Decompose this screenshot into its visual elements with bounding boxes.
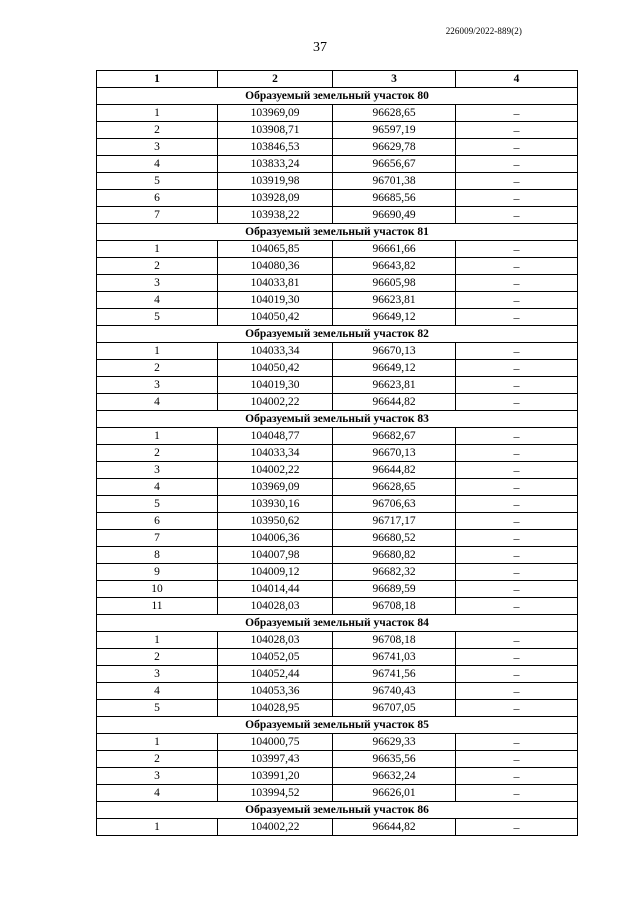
y-coordinate-cell: 96682,67: [333, 428, 456, 445]
error-cell: –: [456, 768, 578, 785]
section-header-row: [97, 224, 578, 241]
table-body: [97, 88, 578, 836]
section-header-row: [97, 615, 578, 632]
error-cell: –: [456, 122, 578, 139]
y-coordinate-cell: 96629,78: [333, 139, 456, 156]
section-title: Образуемый земельный участок 85: [97, 717, 578, 734]
point-number-cell: 2: [97, 751, 218, 768]
point-number-cell: 3: [97, 462, 218, 479]
x-coordinate-cell: 103928,09: [218, 190, 333, 207]
error-cell: –: [456, 173, 578, 190]
error-cell: –: [456, 258, 578, 275]
x-coordinate-cell: 104028,03: [218, 598, 333, 615]
point-number-cell: 8: [97, 547, 218, 564]
point-number-cell: 1: [97, 343, 218, 360]
point-number-cell: 2: [97, 649, 218, 666]
y-coordinate-cell: 96661,66: [333, 241, 456, 258]
x-coordinate-cell: 104052,44: [218, 666, 333, 683]
x-coordinate-cell: 103938,22: [218, 207, 333, 224]
error-cell: –: [456, 275, 578, 292]
column-header: 2: [218, 71, 333, 88]
y-coordinate-cell: 96632,24: [333, 768, 456, 785]
table-row: [97, 241, 578, 258]
point-number-cell: 1: [97, 734, 218, 751]
point-number-cell: 4: [97, 479, 218, 496]
error-cell: –: [456, 734, 578, 751]
table-row: [97, 768, 578, 785]
section-title: Образуемый земельный участок 84: [97, 615, 578, 632]
y-coordinate-cell: 96656,67: [333, 156, 456, 173]
table-row: [97, 190, 578, 207]
y-coordinate-cell: 96670,13: [333, 343, 456, 360]
y-coordinate-cell: 96644,82: [333, 819, 456, 836]
x-coordinate-cell: 104065,85: [218, 241, 333, 258]
section-header-row: [97, 717, 578, 734]
section-header-row: [97, 326, 578, 343]
x-coordinate-cell: 104002,22: [218, 394, 333, 411]
section-title: Образуемый земельный участок 83: [97, 411, 578, 428]
x-coordinate-cell: 103846,53: [218, 139, 333, 156]
table-row: [97, 496, 578, 513]
x-coordinate-cell: 104033,34: [218, 343, 333, 360]
y-coordinate-cell: 96706,63: [333, 496, 456, 513]
table-row: [97, 258, 578, 275]
error-cell: –: [456, 819, 578, 836]
table-row: [97, 343, 578, 360]
point-number-cell: 9: [97, 564, 218, 581]
error-cell: –: [456, 309, 578, 326]
table-row: [97, 479, 578, 496]
error-cell: –: [456, 632, 578, 649]
x-coordinate-cell: 104019,30: [218, 377, 333, 394]
y-coordinate-cell: 96629,33: [333, 734, 456, 751]
point-number-cell: 2: [97, 360, 218, 377]
x-coordinate-cell: 104028,03: [218, 632, 333, 649]
section-header-row: [97, 802, 578, 819]
y-coordinate-cell: 96649,12: [333, 360, 456, 377]
table-row: [97, 275, 578, 292]
x-coordinate-cell: 104019,30: [218, 292, 333, 309]
x-coordinate-cell: 104007,98: [218, 547, 333, 564]
error-cell: –: [456, 241, 578, 258]
error-cell: –: [456, 394, 578, 411]
y-coordinate-cell: 96708,18: [333, 632, 456, 649]
table-row: [97, 292, 578, 309]
section-title: Образуемый земельный участок 86: [97, 802, 578, 819]
error-cell: –: [456, 751, 578, 768]
error-cell: –: [456, 139, 578, 156]
table-row: [97, 513, 578, 530]
table-row: [97, 207, 578, 224]
y-coordinate-cell: 96741,03: [333, 649, 456, 666]
table-row: [97, 445, 578, 462]
y-coordinate-cell: 96628,65: [333, 479, 456, 496]
table-header-row: [97, 71, 578, 88]
x-coordinate-cell: 103997,43: [218, 751, 333, 768]
x-coordinate-cell: 104048,77: [218, 428, 333, 445]
table-row: [97, 377, 578, 394]
section-title: Образуемый земельный участок 82: [97, 326, 578, 343]
point-number-cell: 7: [97, 207, 218, 224]
x-coordinate-cell: 103908,71: [218, 122, 333, 139]
section-title: Образуемый земельный участок 80: [97, 88, 578, 105]
x-coordinate-cell: 104014,44: [218, 581, 333, 598]
table-row: [97, 683, 578, 700]
error-cell: –: [456, 496, 578, 513]
x-coordinate-cell: 104006,36: [218, 530, 333, 547]
error-cell: –: [456, 360, 578, 377]
table-row: [97, 156, 578, 173]
y-coordinate-cell: 96682,32: [333, 564, 456, 581]
column-header: 4: [456, 71, 578, 88]
column-header: 1: [97, 71, 218, 88]
column-header: 3: [333, 71, 456, 88]
table-row: [97, 649, 578, 666]
table-row: [97, 309, 578, 326]
coordinates-table: [96, 70, 578, 836]
error-cell: –: [456, 190, 578, 207]
x-coordinate-cell: 103991,20: [218, 768, 333, 785]
error-cell: –: [456, 547, 578, 564]
y-coordinate-cell: 96708,18: [333, 598, 456, 615]
x-coordinate-cell: 103969,09: [218, 479, 333, 496]
point-number-cell: 2: [97, 122, 218, 139]
table-row: [97, 530, 578, 547]
document-id: 226009/2022-889(2): [445, 26, 522, 36]
error-cell: –: [456, 105, 578, 122]
error-cell: –: [456, 700, 578, 717]
x-coordinate-cell: 104002,22: [218, 462, 333, 479]
table-row: [97, 122, 578, 139]
x-coordinate-cell: 103994,52: [218, 785, 333, 802]
y-coordinate-cell: 96689,59: [333, 581, 456, 598]
error-cell: –: [456, 513, 578, 530]
point-number-cell: 3: [97, 768, 218, 785]
y-coordinate-cell: 96670,13: [333, 445, 456, 462]
error-cell: –: [456, 683, 578, 700]
table-row: [97, 360, 578, 377]
table-row: [97, 564, 578, 581]
x-coordinate-cell: 103833,24: [218, 156, 333, 173]
point-number-cell: 3: [97, 139, 218, 156]
error-cell: –: [456, 445, 578, 462]
error-cell: –: [456, 785, 578, 802]
error-cell: –: [456, 598, 578, 615]
point-number-cell: 6: [97, 513, 218, 530]
x-coordinate-cell: 104052,05: [218, 649, 333, 666]
table-row: [97, 751, 578, 768]
point-number-cell: 3: [97, 275, 218, 292]
y-coordinate-cell: 96649,12: [333, 309, 456, 326]
section-header-row: [97, 411, 578, 428]
table-row: [97, 632, 578, 649]
point-number-cell: 1: [97, 819, 218, 836]
point-number-cell: 2: [97, 258, 218, 275]
point-number-cell: 5: [97, 173, 218, 190]
x-coordinate-cell: 103950,62: [218, 513, 333, 530]
error-cell: –: [456, 343, 578, 360]
table-row: [97, 547, 578, 564]
table-row: [97, 598, 578, 615]
x-coordinate-cell: 104050,42: [218, 309, 333, 326]
point-number-cell: 5: [97, 700, 218, 717]
y-coordinate-cell: 96717,17: [333, 513, 456, 530]
table-row: [97, 666, 578, 683]
error-cell: –: [456, 292, 578, 309]
error-cell: –: [456, 428, 578, 445]
section-title: Образуемый земельный участок 81: [97, 224, 578, 241]
y-coordinate-cell: 96685,56: [333, 190, 456, 207]
y-coordinate-cell: 96680,52: [333, 530, 456, 547]
table-row: [97, 581, 578, 598]
table-row: [97, 139, 578, 156]
error-cell: –: [456, 581, 578, 598]
table-row: [97, 819, 578, 836]
x-coordinate-cell: 104033,81: [218, 275, 333, 292]
point-number-cell: 2: [97, 445, 218, 462]
y-coordinate-cell: 96740,43: [333, 683, 456, 700]
y-coordinate-cell: 96628,65: [333, 105, 456, 122]
x-coordinate-cell: 103930,16: [218, 496, 333, 513]
y-coordinate-cell: 96623,81: [333, 292, 456, 309]
y-coordinate-cell: 96707,05: [333, 700, 456, 717]
point-number-cell: 7: [97, 530, 218, 547]
error-cell: –: [456, 649, 578, 666]
x-coordinate-cell: 104053,36: [218, 683, 333, 700]
point-number-cell: 6: [97, 190, 218, 207]
y-coordinate-cell: 96690,49: [333, 207, 456, 224]
error-cell: –: [456, 462, 578, 479]
table-row: [97, 700, 578, 717]
point-number-cell: 4: [97, 292, 218, 309]
y-coordinate-cell: 96635,56: [333, 751, 456, 768]
x-coordinate-cell: 103919,98: [218, 173, 333, 190]
x-coordinate-cell: 104000,75: [218, 734, 333, 751]
point-number-cell: 3: [97, 666, 218, 683]
y-coordinate-cell: 96605,98: [333, 275, 456, 292]
y-coordinate-cell: 96643,82: [333, 258, 456, 275]
table-row: [97, 428, 578, 445]
x-coordinate-cell: 104028,95: [218, 700, 333, 717]
x-coordinate-cell: 104080,36: [218, 258, 333, 275]
point-number-cell: 1: [97, 428, 218, 445]
x-coordinate-cell: 104009,12: [218, 564, 333, 581]
error-cell: –: [456, 564, 578, 581]
y-coordinate-cell: 96626,01: [333, 785, 456, 802]
point-number-cell: 5: [97, 496, 218, 513]
point-number-cell: 4: [97, 683, 218, 700]
table-row: [97, 173, 578, 190]
error-cell: –: [456, 479, 578, 496]
y-coordinate-cell: 96701,38: [333, 173, 456, 190]
y-coordinate-cell: 96741,56: [333, 666, 456, 683]
x-coordinate-cell: 103969,09: [218, 105, 333, 122]
point-number-cell: 1: [97, 241, 218, 258]
point-number-cell: 1: [97, 105, 218, 122]
section-header-row: [97, 88, 578, 105]
point-number-cell: 4: [97, 394, 218, 411]
y-coordinate-cell: 96623,81: [333, 377, 456, 394]
error-cell: –: [456, 377, 578, 394]
table-row: [97, 462, 578, 479]
x-coordinate-cell: 104033,34: [218, 445, 333, 462]
error-cell: –: [456, 207, 578, 224]
error-cell: –: [456, 666, 578, 683]
x-coordinate-cell: 104002,22: [218, 819, 333, 836]
error-cell: –: [456, 156, 578, 173]
y-coordinate-cell: 96680,82: [333, 547, 456, 564]
error-cell: –: [456, 530, 578, 547]
page-number: 37: [313, 40, 327, 55]
table-row: [97, 785, 578, 802]
y-coordinate-cell: 96597,19: [333, 122, 456, 139]
y-coordinate-cell: 96644,82: [333, 394, 456, 411]
point-number-cell: 4: [97, 785, 218, 802]
point-number-cell: 10: [97, 581, 218, 598]
x-coordinate-cell: 104050,42: [218, 360, 333, 377]
table-row: [97, 394, 578, 411]
point-number-cell: 11: [97, 598, 218, 615]
table-row: [97, 105, 578, 122]
point-number-cell: 1: [97, 632, 218, 649]
point-number-cell: 5: [97, 309, 218, 326]
table-row: [97, 734, 578, 751]
point-number-cell: 4: [97, 156, 218, 173]
point-number-cell: 3: [97, 377, 218, 394]
y-coordinate-cell: 96644,82: [333, 462, 456, 479]
